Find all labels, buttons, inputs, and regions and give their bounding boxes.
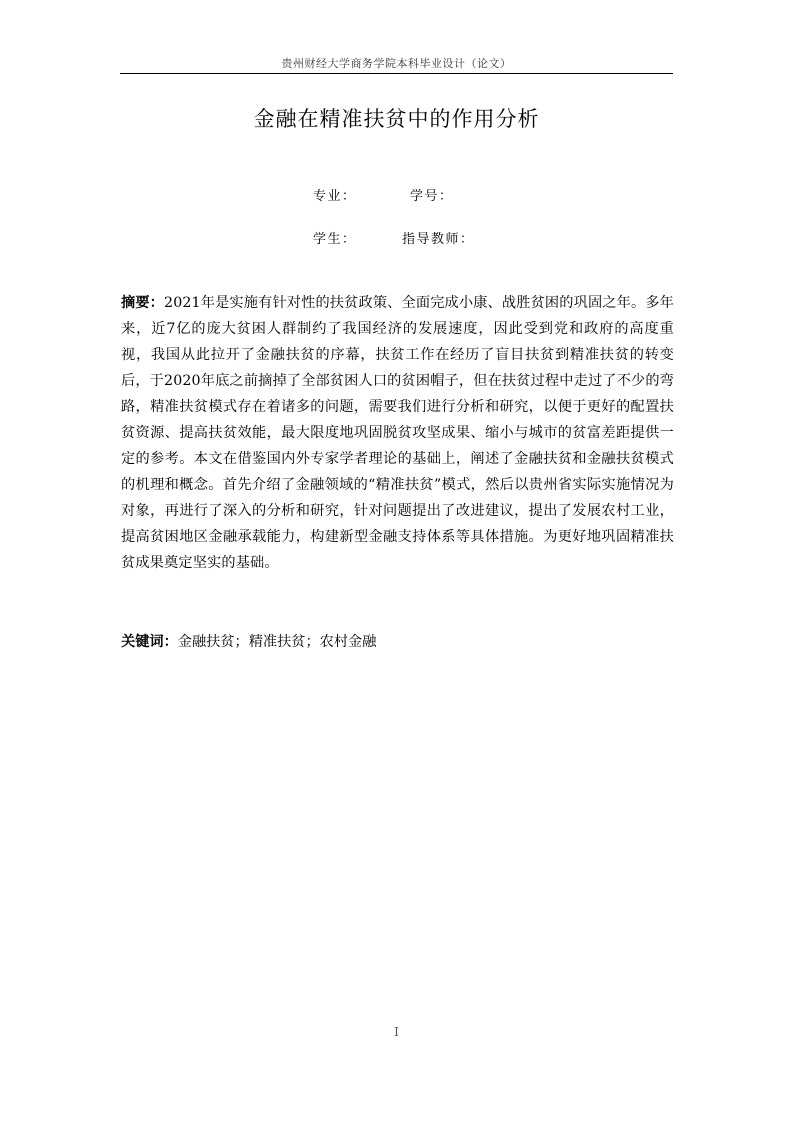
keywords-line <box>121 629 674 655</box>
document-title: 金融在精准扶贫中的作用分析 <box>253 107 540 131</box>
student-id-label: 学号： <box>410 189 454 204</box>
keywords-label: 关键词： <box>121 634 178 650</box>
student-label: 学生： <box>313 232 357 247</box>
abstract-label: 摘要： <box>121 295 165 311</box>
abstract-text: 2021年是实施有针对性的扶贫政策、全面完成小康、战胜贫困的巩固之年。多年来，近7亿的庞大贫困人群制约了我国经济的发展速度，因此受到党和政府的高度重视，我国从此拉开了金融扶贫的序幕，扶贫工作在经历了盲目扶贫到精准扶贫的转变后，于2020年底之前摘掉了全部贫困人口的贫困帽子，但在扶贫过程中走过了不少的弯路，精准扶贫模式存在着诸多的问题，需要我们进行分析和研究，以便于更好的配置扶贫资源、提高扶贫效能，最大限度地巩固脱贫攻坚成果、缩小与城市的贫富差距提供一定的参考。本文在借鉴国内外专家学者理论的基础上，阐述了金融扶贫和金融扶贫模式的机理和概念。首先介绍了金融领域的“精准扶贫”模式，然后以贵州省实际实施情况为对象，再进行了深入的分析和研究，针对问题提出了改进建议，提出了发展农村工业，提高贫困地区金融承载能力，构建新型金融支持体系等具体措施。为更好地巩固精准扶贫成果奠定坚实的基础。 <box>121 295 674 571</box>
major-label: 专业： <box>313 189 357 204</box>
running-header: 贵州财经大学商务学院本科毕业设计（论文） <box>281 57 512 70</box>
abstract-paragraph <box>121 290 674 576</box>
header-divider <box>120 73 673 74</box>
keywords-text: 金融扶贫；精准扶贫；农村金融 <box>177 634 377 650</box>
page-number: I <box>394 1025 399 1039</box>
advisor-label: 指导教师： <box>402 232 475 247</box>
